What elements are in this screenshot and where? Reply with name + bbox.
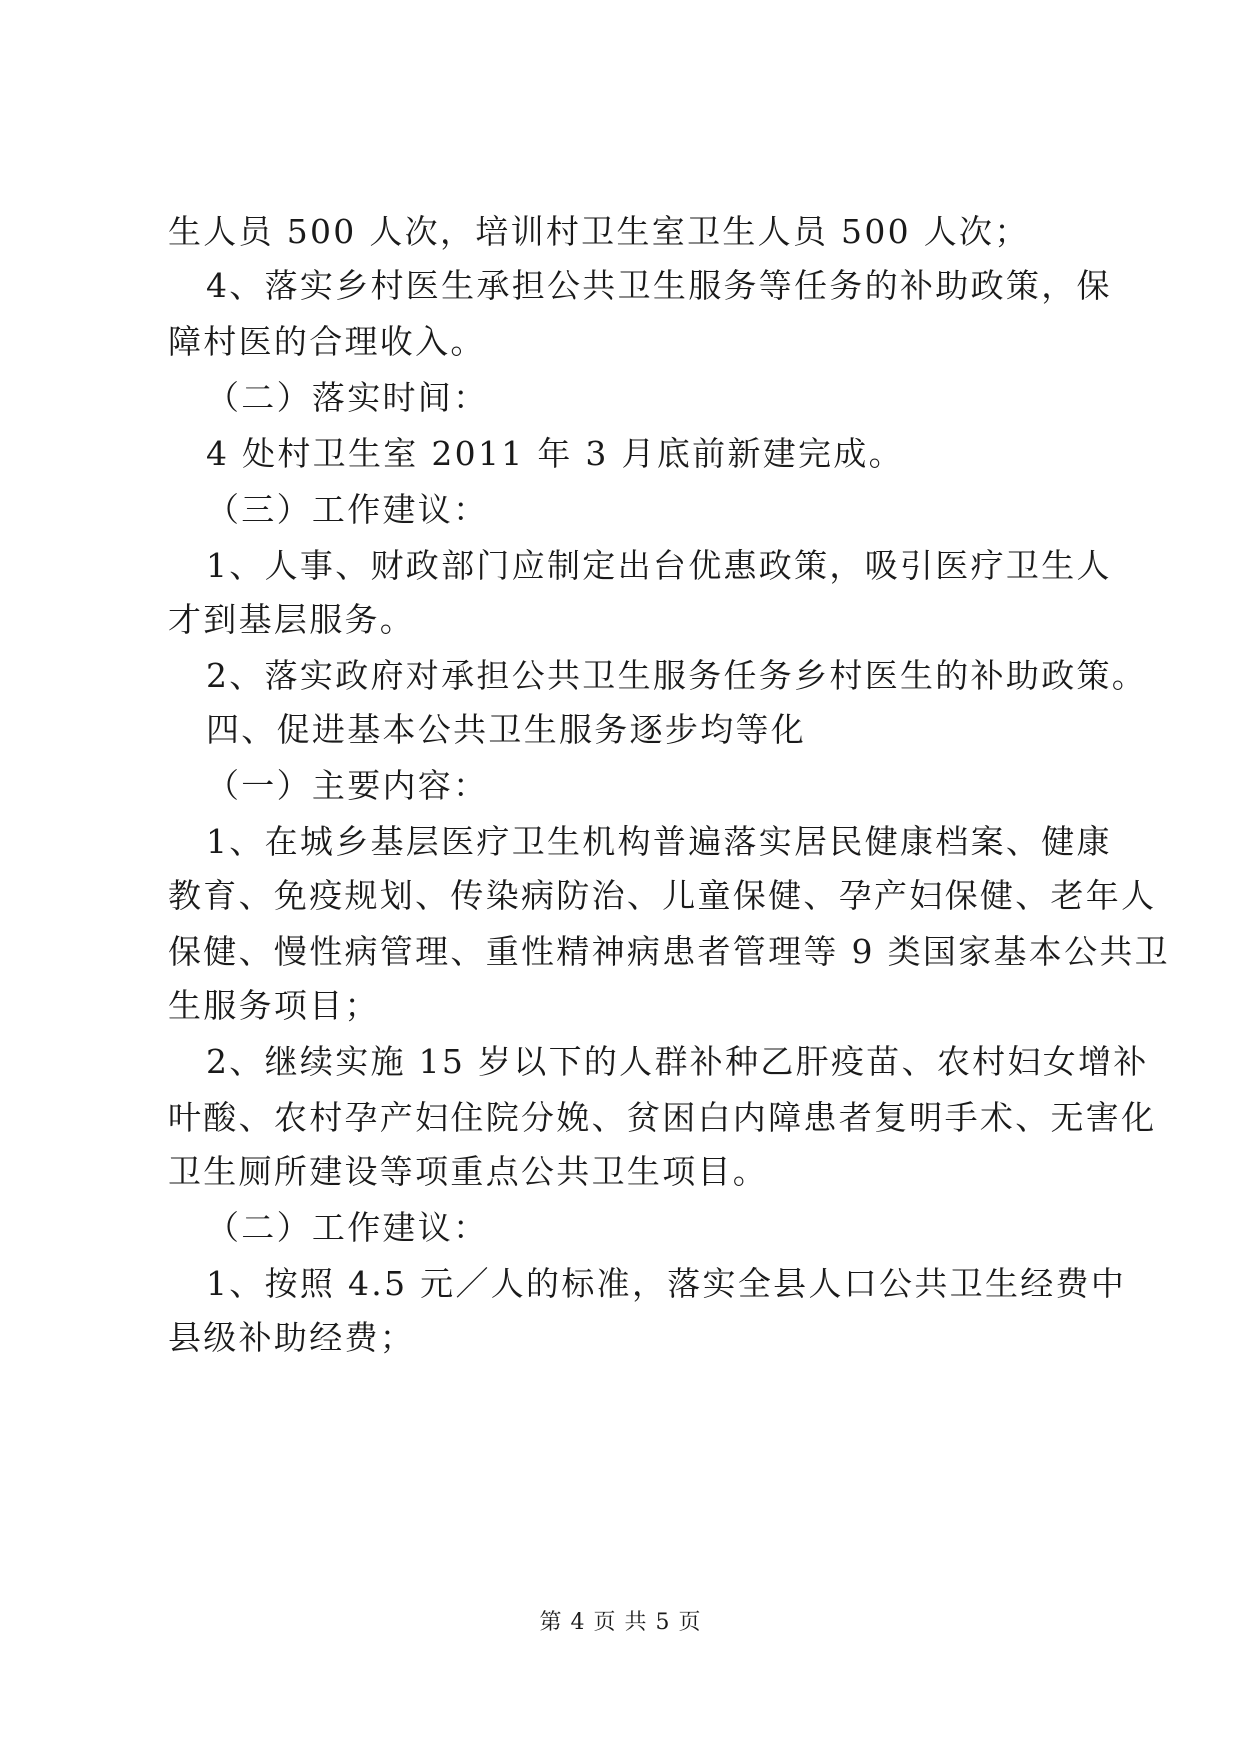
- text-line: 2、落实政府对承担公共卫生服务任务乡村医生的补助政策。: [206, 656, 1148, 695]
- text-line: 生人员 500 人次，培训村卫生室卫生人员 500 人次；: [168, 212, 1030, 251]
- text-line: 生服务项目；: [168, 986, 380, 1025]
- text-line: （二）落实时间：: [206, 378, 489, 417]
- text-line: （二）工作建议：: [206, 1208, 489, 1247]
- text-line: 4、落实乡村医生承担公共卫生服务等任务的补助政策，保: [206, 266, 1112, 305]
- text-line: 才到基层服务。: [168, 600, 416, 639]
- text-line: 2、继续实施 15 岁以下的人群补种乙肝疫苗、农村妇女增补: [206, 1042, 1149, 1081]
- page-number-footer: 第 4 页 共 5 页: [539, 1610, 702, 1635]
- text-line: 1、在城乡基层医疗卫生机构普遍落实居民健康档案、健康: [206, 822, 1112, 861]
- text-line: 1、按照 4.5 元／人的标准，落实全县人口公共卫生经费中: [206, 1264, 1127, 1303]
- text-line: 叶酸、农村孕产妇住院分娩、贫困白内障患者复明手术、无害化: [168, 1098, 1157, 1137]
- text-line: 保健、慢性病管理、重性精神病患者管理等 9 类国家基本公共卫: [168, 932, 1170, 971]
- text-line: 县级补助经费；: [168, 1318, 416, 1357]
- text-line: 障村医的合理收入。: [168, 322, 486, 361]
- text-line: 1、人事、财政部门应制定出台优惠政策，吸引医疗卫生人: [206, 546, 1112, 585]
- text-line: 教育、免疫规划、传染病防治、儿童保健、孕产妇保健、老年人: [168, 876, 1157, 915]
- text-line: 卫生厕所建设等项重点公共卫生项目。: [168, 1152, 769, 1191]
- section-heading: 四、促进基本公共卫生服务逐步均等化: [206, 710, 807, 749]
- text-line: （三）工作建议：: [206, 490, 489, 529]
- text-line: （一）主要内容：: [206, 766, 489, 805]
- text-line: 4 处村卫生室 2011 年 3 月底前新建完成。: [206, 434, 904, 473]
